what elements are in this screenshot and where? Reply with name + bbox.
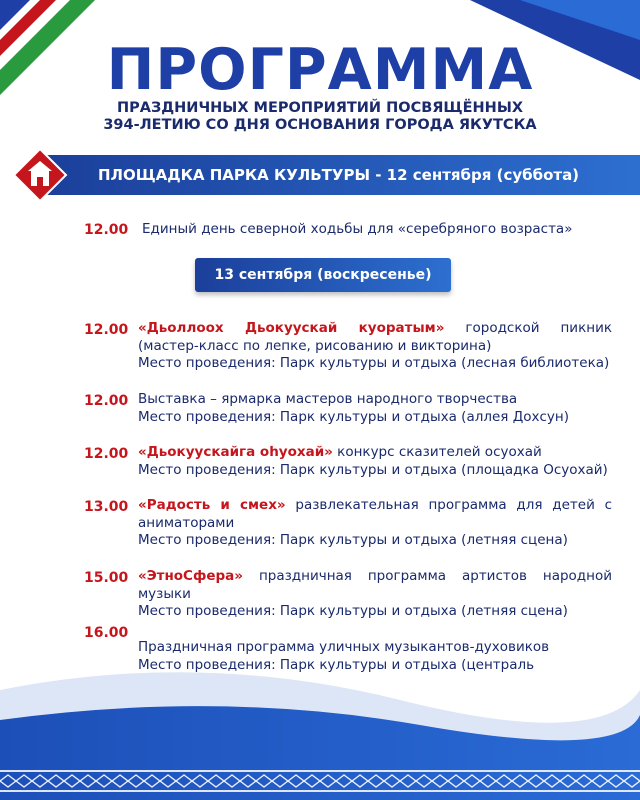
- event-description: [142, 221, 622, 239]
- event-place: Место проведения: Парк культуры и отдыха (летняя сцена): [138, 532, 568, 548]
- event-place: Место проведения: Парк культуры и отдыха (централь: [138, 656, 535, 673]
- event-line-2: аниматорами: [138, 514, 235, 531]
- day2-date-badge: [195, 258, 451, 292]
- event-item: [138, 444, 612, 479]
- event-place: Место проведения: Парк культуры и отдыха (площадка Осуохай): [138, 461, 608, 478]
- event-rest: развлекательная программа для детей с: [295, 497, 612, 513]
- event-line-1: Выставка – ярмарка мастеров народного творчества: [138, 391, 518, 407]
- event-highlight: «ЭтноСфера»: [138, 568, 244, 584]
- event-highlight: «Дьокуускайга оһуохай»: [138, 444, 333, 460]
- event-rest: городской пикник: [465, 320, 612, 336]
- event-title-line: [138, 320, 612, 338]
- page-subtitle: [0, 100, 640, 134]
- event-time: 12.00: [84, 446, 129, 462]
- event-time: 16.00: [84, 625, 129, 641]
- subtitle-line-2: 394-ЛЕТИЮ СО ДНЯ ОСНОВАНИЯ ГОРОДА ЯКУТСКА: [103, 117, 537, 133]
- event-text: Единый день северной ходьбы для «серебряного возраста»: [142, 221, 573, 237]
- event-time: 12.00: [84, 393, 129, 409]
- page-title: ПРОГРАММА: [106, 37, 534, 103]
- house-icon: [12, 147, 68, 203]
- event-title-line: [138, 444, 612, 462]
- event-line-1: Праздничная программа уличных музыкантов-духовиков: [138, 639, 550, 655]
- event-item: [138, 497, 612, 550]
- event-rest: праздничная программа артистов народной: [258, 568, 612, 584]
- event-time: 12.00: [84, 322, 129, 338]
- venue-header: ПЛОЩАДКА ПАРКА КУЛЬТУРЫ - 12 сентября (суббота): [98, 166, 580, 184]
- event-rest: конкурс сказителей осуохай: [337, 444, 542, 460]
- event-line-2: музыки: [138, 585, 191, 602]
- event-title-line: [138, 568, 612, 586]
- event-item: [138, 391, 612, 426]
- event-place: Место проведения: Парк культуры и отдыха (летняя сцена): [138, 603, 568, 619]
- event-highlight: «Дьоллоох Дьокуускай куоратым»: [138, 320, 445, 336]
- event-place: Место проведения: Парк культуры и отдыха (лесная библиотека): [138, 355, 610, 371]
- event-time: 12.00: [84, 222, 129, 238]
- day2-date-label: 13 сентября (воскресенье): [214, 267, 432, 283]
- event-highlight: «Радость и смех»: [138, 497, 286, 513]
- event-item: [138, 320, 612, 373]
- event-title-line: [138, 497, 612, 515]
- bottom-wave-blue: [0, 706, 640, 800]
- event-item: [138, 639, 612, 674]
- event-place: Место проведения: Парк культуры и отдыха (аллея Дохсун): [138, 408, 569, 425]
- subtitle-line-1: ПРАЗДНИЧНЫХ МЕРОПРИЯТИЙ ПОСВЯЩЁННЫХ: [116, 100, 524, 116]
- event-time: 15.00: [84, 570, 129, 586]
- event-line-2: (мастер-класс по лепке, рисованию и викторина): [138, 337, 492, 354]
- event-time: 13.00: [84, 499, 129, 515]
- event-item: [138, 568, 612, 621]
